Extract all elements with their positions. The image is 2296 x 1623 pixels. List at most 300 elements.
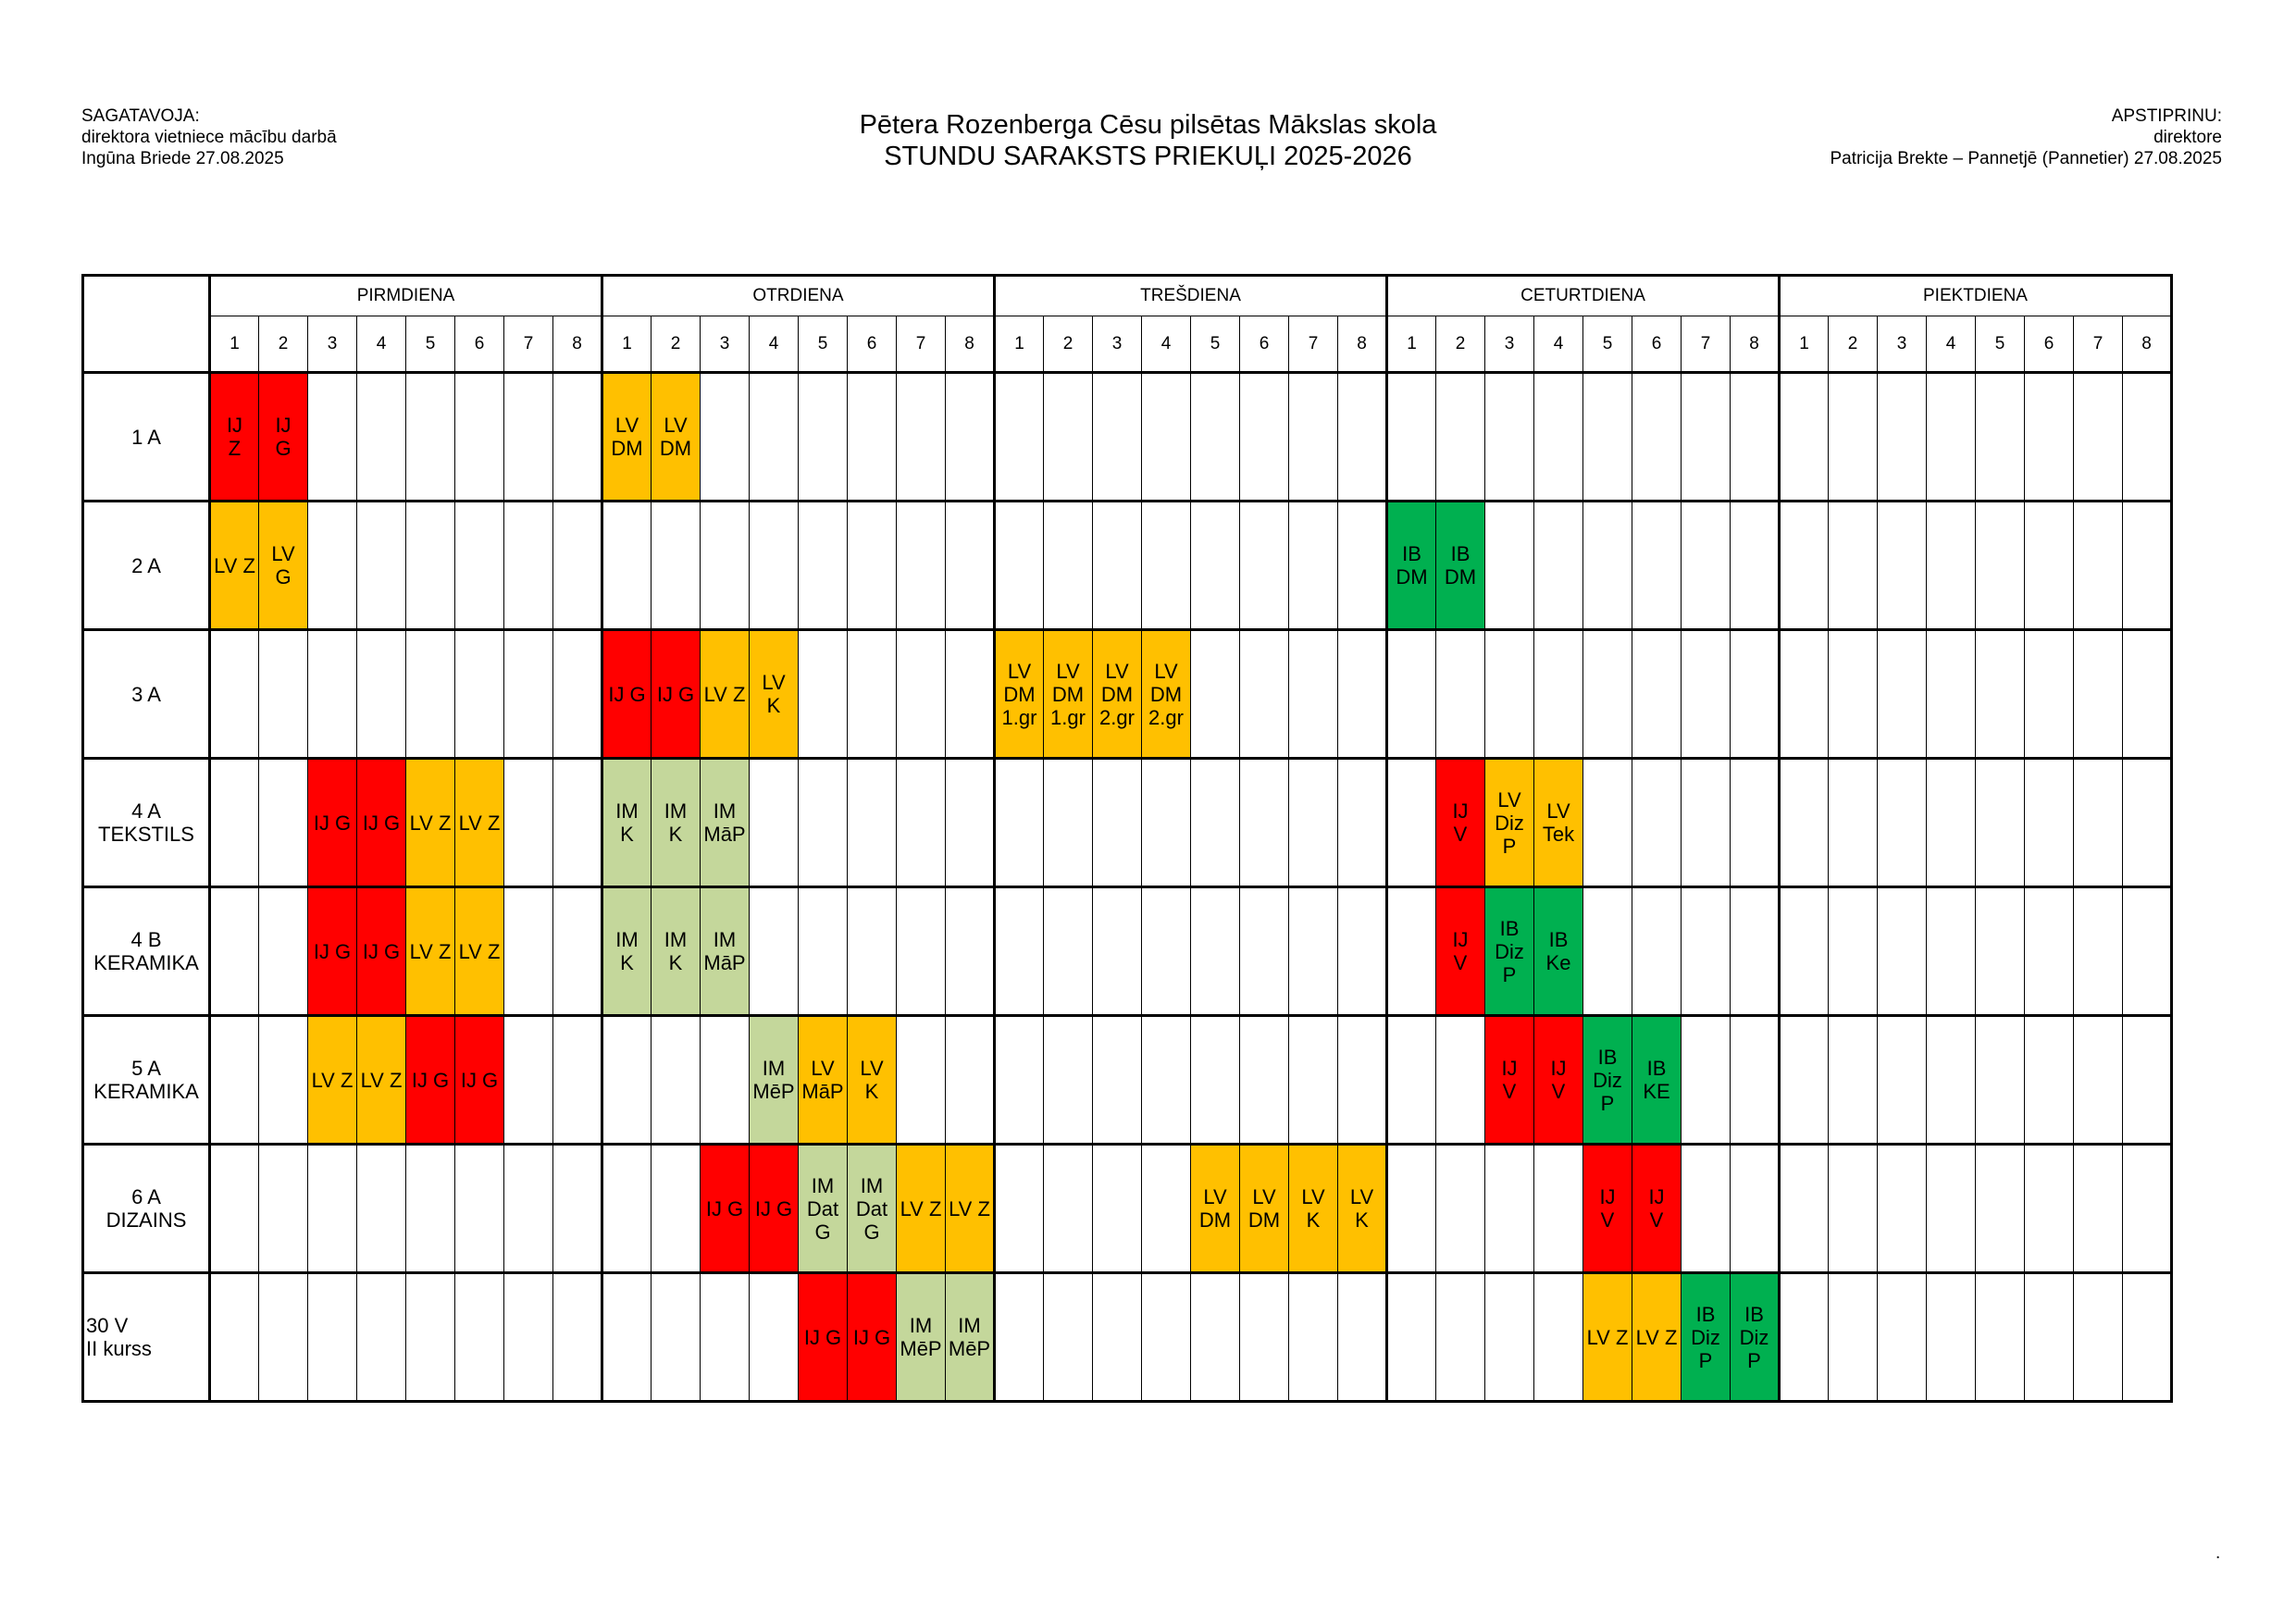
lesson-cell: IJ G bbox=[308, 887, 357, 1016]
empty-cell bbox=[1191, 759, 1240, 887]
period-header: 3 bbox=[701, 316, 750, 373]
lesson-cell: IM K bbox=[652, 759, 701, 887]
empty-cell bbox=[848, 887, 897, 1016]
empty-cell bbox=[1682, 759, 1731, 887]
lesson-cell: IB Diz P bbox=[1583, 1016, 1632, 1145]
lesson-cell: LV G bbox=[259, 502, 308, 630]
lesson-cell: LV Z bbox=[406, 887, 455, 1016]
empty-cell bbox=[1191, 1016, 1240, 1145]
empty-cell bbox=[357, 373, 406, 502]
empty-cell bbox=[1289, 1273, 1338, 1402]
period-header: 8 bbox=[553, 316, 602, 373]
empty-cell bbox=[1682, 502, 1731, 630]
empty-cell bbox=[1878, 630, 1927, 759]
empty-cell bbox=[1632, 759, 1682, 887]
empty-cell bbox=[1780, 373, 1829, 502]
lesson-cell: IB KE bbox=[1632, 1016, 1682, 1145]
period-header: 1 bbox=[210, 316, 259, 373]
lesson-cell: IJ G bbox=[652, 630, 701, 759]
period-header: 6 bbox=[848, 316, 897, 373]
period-header: 7 bbox=[1682, 316, 1731, 373]
lesson-cell: IM K bbox=[602, 887, 652, 1016]
empty-cell bbox=[1093, 373, 1142, 502]
empty-cell bbox=[455, 1145, 504, 1273]
empty-cell bbox=[995, 1016, 1044, 1145]
empty-cell bbox=[1191, 502, 1240, 630]
empty-cell bbox=[1485, 1145, 1534, 1273]
empty-cell bbox=[1976, 1145, 2025, 1273]
empty-cell bbox=[455, 502, 504, 630]
lesson-cell: LV DM 1.gr bbox=[1044, 630, 1093, 759]
empty-cell bbox=[210, 630, 259, 759]
empty-cell bbox=[1044, 373, 1093, 502]
empty-cell bbox=[1780, 1273, 1829, 1402]
empty-cell bbox=[1093, 1145, 1142, 1273]
empty-cell bbox=[1976, 502, 2025, 630]
empty-cell bbox=[1485, 373, 1534, 502]
empty-cell bbox=[1240, 373, 1289, 502]
empty-cell bbox=[1534, 373, 1583, 502]
lesson-cell: IM MēP bbox=[946, 1273, 995, 1402]
empty-cell bbox=[1142, 502, 1191, 630]
empty-cell bbox=[1780, 1016, 1829, 1145]
lesson-cell: IJ V bbox=[1632, 1145, 1682, 1273]
empty-cell bbox=[210, 887, 259, 1016]
period-header: 1 bbox=[995, 316, 1044, 373]
empty-cell bbox=[2074, 1145, 2123, 1273]
empty-cell bbox=[1387, 630, 1436, 759]
empty-cell bbox=[504, 373, 553, 502]
empty-cell bbox=[1780, 887, 1829, 1016]
empty-cell bbox=[1142, 1145, 1191, 1273]
empty-cell bbox=[897, 373, 946, 502]
lesson-cell: LV Z bbox=[406, 759, 455, 887]
lesson-cell: LV Z bbox=[210, 502, 259, 630]
empty-cell bbox=[1927, 1016, 1976, 1145]
empty-cell bbox=[995, 759, 1044, 887]
empty-cell bbox=[652, 1016, 701, 1145]
empty-cell bbox=[1731, 887, 1780, 1016]
lesson-cell: LV DM bbox=[652, 373, 701, 502]
empty-cell bbox=[259, 1016, 308, 1145]
empty-cell bbox=[1780, 630, 1829, 759]
lesson-cell: IJ V bbox=[1583, 1145, 1632, 1273]
corner-cell bbox=[83, 276, 210, 373]
period-header: 7 bbox=[897, 316, 946, 373]
empty-cell bbox=[1240, 887, 1289, 1016]
day-header: TREŠDIENA bbox=[995, 276, 1387, 316]
class-label: 2 A bbox=[83, 502, 210, 630]
day-header: PIRMDIENA bbox=[210, 276, 602, 316]
empty-cell bbox=[1485, 502, 1534, 630]
empty-cell bbox=[2123, 630, 2172, 759]
empty-cell bbox=[1829, 887, 1878, 1016]
class-row bbox=[83, 1273, 2172, 1402]
class-row bbox=[83, 887, 2172, 1016]
empty-cell bbox=[1289, 373, 1338, 502]
empty-cell bbox=[946, 887, 995, 1016]
empty-cell bbox=[210, 1273, 259, 1402]
empty-cell bbox=[504, 1016, 553, 1145]
day-header: CETURTDIENA bbox=[1387, 276, 1780, 316]
empty-cell bbox=[1387, 1273, 1436, 1402]
empty-cell bbox=[1044, 759, 1093, 887]
lesson-cell: IJ G bbox=[308, 759, 357, 887]
lesson-cell: IJ G bbox=[406, 1016, 455, 1145]
empty-cell bbox=[455, 630, 504, 759]
empty-cell bbox=[750, 887, 799, 1016]
empty-cell bbox=[1829, 373, 1878, 502]
lesson-cell: LV K bbox=[848, 1016, 897, 1145]
empty-cell bbox=[2074, 1273, 2123, 1402]
empty-cell bbox=[1731, 1145, 1780, 1273]
empty-cell bbox=[799, 502, 848, 630]
empty-cell bbox=[1927, 373, 1976, 502]
empty-cell bbox=[1731, 502, 1780, 630]
empty-cell bbox=[1142, 887, 1191, 1016]
lesson-cell: LV DM bbox=[1191, 1145, 1240, 1273]
schedule-grid bbox=[81, 274, 2173, 1403]
empty-cell bbox=[553, 1273, 602, 1402]
empty-cell bbox=[2123, 1273, 2172, 1402]
class-label: 4 B KERAMIKA bbox=[83, 887, 210, 1016]
empty-cell bbox=[1387, 1145, 1436, 1273]
empty-cell bbox=[2025, 1016, 2074, 1145]
empty-cell bbox=[799, 887, 848, 1016]
empty-cell bbox=[1780, 1145, 1829, 1273]
empty-cell bbox=[1093, 1016, 1142, 1145]
lesson-cell: LV Z bbox=[946, 1145, 995, 1273]
lesson-cell: LV K bbox=[1338, 1145, 1387, 1273]
empty-cell bbox=[553, 1016, 602, 1145]
empty-cell bbox=[1976, 1273, 2025, 1402]
empty-cell bbox=[2123, 1016, 2172, 1145]
period-header: 6 bbox=[2025, 316, 2074, 373]
empty-cell bbox=[455, 1273, 504, 1402]
empty-cell bbox=[1191, 373, 1240, 502]
empty-cell bbox=[406, 373, 455, 502]
lesson-cell: IB Diz P bbox=[1682, 1273, 1731, 1402]
empty-cell bbox=[357, 1145, 406, 1273]
empty-cell bbox=[1289, 887, 1338, 1016]
empty-cell bbox=[848, 630, 897, 759]
empty-cell bbox=[1436, 1273, 1485, 1402]
empty-cell bbox=[1240, 502, 1289, 630]
empty-cell bbox=[1731, 1016, 1780, 1145]
class-row bbox=[83, 373, 2172, 502]
empty-cell bbox=[1878, 502, 1927, 630]
empty-cell bbox=[995, 1273, 1044, 1402]
empty-cell bbox=[701, 373, 750, 502]
empty-cell bbox=[504, 502, 553, 630]
empty-cell bbox=[2074, 373, 2123, 502]
empty-cell bbox=[750, 759, 799, 887]
empty-cell bbox=[1485, 630, 1534, 759]
empty-cell bbox=[1338, 1273, 1387, 1402]
lesson-cell: IJ V bbox=[1485, 1016, 1534, 1145]
empty-cell bbox=[1927, 502, 1976, 630]
empty-cell bbox=[1829, 502, 1878, 630]
empty-cell bbox=[1142, 759, 1191, 887]
empty-cell bbox=[1976, 630, 2025, 759]
period-header: 6 bbox=[1240, 316, 1289, 373]
class-row bbox=[83, 630, 2172, 759]
lesson-cell: IM K bbox=[602, 759, 652, 887]
lesson-cell: IM K bbox=[652, 887, 701, 1016]
empty-cell bbox=[2025, 502, 2074, 630]
empty-cell bbox=[1093, 1273, 1142, 1402]
empty-cell bbox=[2025, 887, 2074, 1016]
empty-cell bbox=[602, 502, 652, 630]
empty-cell bbox=[1878, 887, 1927, 1016]
empty-cell bbox=[897, 887, 946, 1016]
empty-cell bbox=[1191, 630, 1240, 759]
lesson-cell: LV Z bbox=[1632, 1273, 1682, 1402]
empty-cell bbox=[1583, 502, 1632, 630]
period-header: 5 bbox=[1191, 316, 1240, 373]
empty-cell bbox=[308, 1145, 357, 1273]
empty-cell bbox=[1387, 373, 1436, 502]
empty-cell bbox=[1093, 759, 1142, 887]
schedule-title: STUNDU SARAKSTS PRIEKUĻI 2025-2026 bbox=[884, 142, 1412, 171]
empty-cell bbox=[2123, 373, 2172, 502]
class-label: 1 A bbox=[83, 373, 210, 502]
empty-cell bbox=[1338, 502, 1387, 630]
empty-cell bbox=[2074, 502, 2123, 630]
empty-cell bbox=[1632, 887, 1682, 1016]
period-header: 2 bbox=[1829, 316, 1878, 373]
empty-cell bbox=[1682, 1016, 1731, 1145]
lesson-cell: LV Z bbox=[701, 630, 750, 759]
empty-cell bbox=[1240, 759, 1289, 887]
empty-cell bbox=[1142, 1016, 1191, 1145]
period-header: 6 bbox=[455, 316, 504, 373]
empty-cell bbox=[1044, 887, 1093, 1016]
empty-cell bbox=[1436, 1145, 1485, 1273]
period-header: 8 bbox=[1338, 316, 1387, 373]
lesson-cell: IM MāP bbox=[701, 887, 750, 1016]
lesson-cell: IM MēP bbox=[897, 1273, 946, 1402]
empty-cell bbox=[259, 1145, 308, 1273]
empty-cell bbox=[750, 373, 799, 502]
empty-cell bbox=[1240, 1273, 1289, 1402]
empty-cell bbox=[995, 1145, 1044, 1273]
lesson-cell: IM MāP bbox=[701, 759, 750, 887]
empty-cell bbox=[652, 502, 701, 630]
empty-cell bbox=[553, 630, 602, 759]
empty-cell bbox=[1387, 759, 1436, 887]
empty-cell bbox=[553, 759, 602, 887]
lesson-cell: IM Dat G bbox=[799, 1145, 848, 1273]
empty-cell bbox=[1044, 1016, 1093, 1145]
prepared-by-block: SAGATAVOJA: direktora vietniece mācību darbā Ingūna Briede 27.08.2025 bbox=[81, 106, 337, 168]
empty-cell bbox=[1191, 887, 1240, 1016]
period-header: 2 bbox=[652, 316, 701, 373]
lesson-cell: IJ G bbox=[259, 373, 308, 502]
empty-cell bbox=[1583, 373, 1632, 502]
empty-cell bbox=[1289, 759, 1338, 887]
lesson-cell: LV Tek bbox=[1534, 759, 1583, 887]
empty-cell bbox=[2074, 1016, 2123, 1145]
lesson-cell: IJ G bbox=[848, 1273, 897, 1402]
empty-cell bbox=[210, 1145, 259, 1273]
empty-cell bbox=[701, 1273, 750, 1402]
lesson-cell: IB Ke bbox=[1534, 887, 1583, 1016]
empty-cell bbox=[1632, 630, 1682, 759]
period-header: 6 bbox=[1632, 316, 1682, 373]
empty-cell bbox=[701, 502, 750, 630]
empty-cell bbox=[210, 759, 259, 887]
empty-cell bbox=[799, 630, 848, 759]
empty-cell bbox=[2123, 887, 2172, 1016]
empty-cell bbox=[1436, 1016, 1485, 1145]
empty-cell bbox=[848, 373, 897, 502]
empty-cell bbox=[2123, 502, 2172, 630]
lesson-cell: IB Diz P bbox=[1485, 887, 1534, 1016]
empty-cell bbox=[799, 759, 848, 887]
empty-cell bbox=[2123, 759, 2172, 887]
empty-cell bbox=[1338, 887, 1387, 1016]
lesson-cell: IJ G bbox=[799, 1273, 848, 1402]
empty-cell bbox=[406, 502, 455, 630]
empty-cell bbox=[504, 887, 553, 1016]
empty-cell bbox=[1829, 1273, 1878, 1402]
lesson-cell: IJ G bbox=[602, 630, 652, 759]
empty-cell bbox=[357, 502, 406, 630]
empty-cell bbox=[1044, 1273, 1093, 1402]
empty-cell bbox=[1044, 502, 1093, 630]
empty-cell bbox=[1878, 373, 1927, 502]
empty-cell bbox=[308, 373, 357, 502]
empty-cell bbox=[897, 630, 946, 759]
empty-cell bbox=[2074, 887, 2123, 1016]
period-header: 2 bbox=[259, 316, 308, 373]
empty-cell bbox=[1534, 1145, 1583, 1273]
empty-cell bbox=[1878, 1145, 1927, 1273]
empty-cell bbox=[210, 1016, 259, 1145]
empty-cell bbox=[2025, 373, 2074, 502]
period-header: 2 bbox=[1044, 316, 1093, 373]
lesson-cell: LV Diz P bbox=[1485, 759, 1534, 887]
lesson-cell: IB DM bbox=[1436, 502, 1485, 630]
lesson-cell: IB DM bbox=[1387, 502, 1436, 630]
empty-cell bbox=[259, 759, 308, 887]
empty-cell bbox=[1534, 502, 1583, 630]
period-header: 8 bbox=[2123, 316, 2172, 373]
empty-cell bbox=[1093, 887, 1142, 1016]
class-row bbox=[83, 759, 2172, 887]
period-header: 4 bbox=[1142, 316, 1191, 373]
empty-cell bbox=[1976, 1016, 2025, 1145]
empty-cell bbox=[504, 630, 553, 759]
lesson-cell: LV Z bbox=[308, 1016, 357, 1145]
empty-cell bbox=[1682, 373, 1731, 502]
empty-cell bbox=[799, 373, 848, 502]
empty-cell bbox=[1682, 630, 1731, 759]
empty-cell bbox=[455, 373, 504, 502]
lesson-cell: LV Z bbox=[897, 1145, 946, 1273]
empty-cell bbox=[897, 1016, 946, 1145]
empty-cell bbox=[946, 1016, 995, 1145]
lesson-cell: LV DM 2.gr bbox=[1142, 630, 1191, 759]
day-header: OTRDIENA bbox=[602, 276, 995, 316]
empty-cell bbox=[1780, 759, 1829, 887]
empty-cell bbox=[1927, 630, 1976, 759]
class-label: 30 V II kurss bbox=[83, 1273, 210, 1402]
class-row bbox=[83, 1016, 2172, 1145]
class-label: 4 A TEKSTILS bbox=[83, 759, 210, 887]
empty-cell bbox=[1682, 887, 1731, 1016]
empty-cell bbox=[504, 1273, 553, 1402]
empty-cell bbox=[1436, 373, 1485, 502]
lesson-cell: IB Diz P bbox=[1731, 1273, 1780, 1402]
empty-cell bbox=[1829, 759, 1878, 887]
period-header: 5 bbox=[406, 316, 455, 373]
class-label: 3 A bbox=[83, 630, 210, 759]
empty-cell bbox=[553, 1145, 602, 1273]
lesson-cell: LV Z bbox=[455, 887, 504, 1016]
lesson-cell: LV DM 1.gr bbox=[995, 630, 1044, 759]
empty-cell bbox=[1338, 373, 1387, 502]
period-header: 1 bbox=[1387, 316, 1436, 373]
empty-cell bbox=[946, 373, 995, 502]
empty-cell bbox=[897, 759, 946, 887]
empty-cell bbox=[652, 1273, 701, 1402]
empty-cell bbox=[946, 502, 995, 630]
lesson-cell: IJ G bbox=[455, 1016, 504, 1145]
period-header: 3 bbox=[308, 316, 357, 373]
empty-cell bbox=[1289, 630, 1338, 759]
empty-cell bbox=[897, 502, 946, 630]
empty-cell bbox=[2123, 1145, 2172, 1273]
empty-cell bbox=[1976, 373, 2025, 502]
empty-cell bbox=[848, 502, 897, 630]
school-name: Pētera Rozenberga Cēsu pilsētas Mākslas skola bbox=[859, 110, 1437, 140]
empty-cell bbox=[1878, 1273, 1927, 1402]
period-header: 1 bbox=[1780, 316, 1829, 373]
class-label: 6 A DIZAINS bbox=[83, 1145, 210, 1273]
empty-cell bbox=[602, 1273, 652, 1402]
empty-cell bbox=[1731, 373, 1780, 502]
empty-cell bbox=[553, 887, 602, 1016]
lesson-cell: LV Z bbox=[357, 1016, 406, 1145]
schedule-table bbox=[81, 274, 2173, 1403]
empty-cell bbox=[1338, 630, 1387, 759]
lesson-cell: LV DM bbox=[1240, 1145, 1289, 1273]
period-header: 7 bbox=[504, 316, 553, 373]
empty-cell bbox=[1044, 1145, 1093, 1273]
period-header: 4 bbox=[357, 316, 406, 373]
empty-cell bbox=[1731, 759, 1780, 887]
empty-cell bbox=[1583, 630, 1632, 759]
period-header: 2 bbox=[1436, 316, 1485, 373]
empty-cell bbox=[2025, 1145, 2074, 1273]
day-header: PIEKTDIENA bbox=[1780, 276, 2172, 316]
empty-cell bbox=[1436, 630, 1485, 759]
class-row bbox=[83, 1145, 2172, 1273]
empty-cell bbox=[259, 887, 308, 1016]
empty-cell bbox=[1927, 1273, 1976, 1402]
empty-cell bbox=[1632, 373, 1682, 502]
period-header: 8 bbox=[1731, 316, 1780, 373]
empty-cell bbox=[2074, 630, 2123, 759]
lesson-cell: IM MēP bbox=[750, 1016, 799, 1145]
period-header: 4 bbox=[750, 316, 799, 373]
empty-cell bbox=[995, 887, 1044, 1016]
empty-cell bbox=[259, 630, 308, 759]
lesson-cell: LV MāP bbox=[799, 1016, 848, 1145]
empty-cell bbox=[1142, 1273, 1191, 1402]
